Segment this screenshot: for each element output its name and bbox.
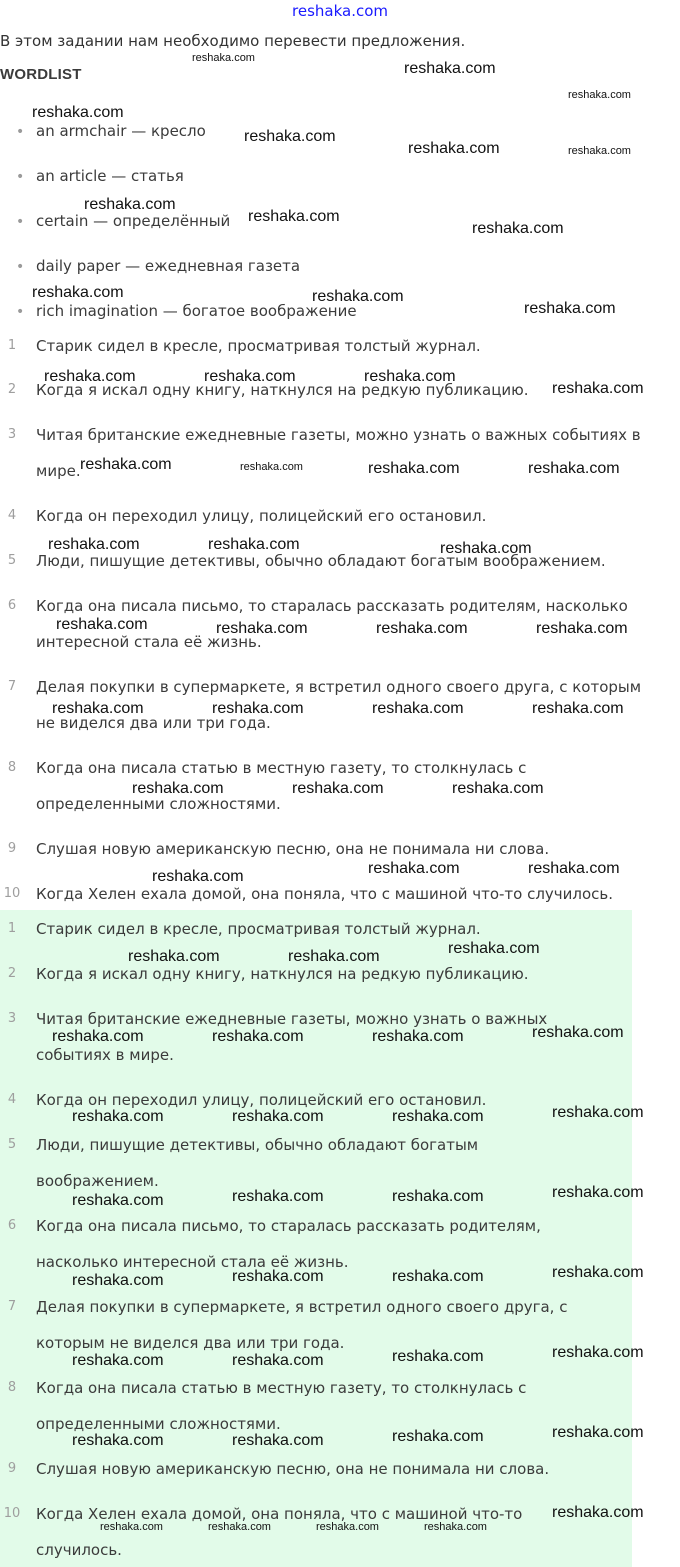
- watermark: reshaka.com: [72, 1192, 164, 1209]
- watermark: reshaka.com: [44, 368, 136, 385]
- task-sentence: Когда он переходил улицу, полицейский его остановил.: [36, 507, 487, 525]
- bullet-icon: •: [16, 169, 25, 185]
- watermark: reshaka.com: [212, 700, 304, 717]
- watermark: reshaka.com: [316, 1521, 379, 1533]
- watermark: reshaka.com: [52, 1028, 144, 1045]
- watermark: reshaka.com: [364, 368, 456, 385]
- answer-sentence-cont: которым не виделся два или три года.: [36, 1334, 345, 1352]
- task-number: 3: [7, 427, 17, 442]
- watermark: reshaka.com: [528, 860, 620, 877]
- watermark: reshaka.com: [152, 868, 244, 885]
- watermark: reshaka.com: [212, 1028, 304, 1045]
- answer-sentence-cont: случилось.: [36, 1541, 122, 1559]
- watermark: reshaka.com: [440, 540, 532, 557]
- watermark: reshaka.com: [408, 140, 500, 157]
- task-sentence: Старик сидел в кресле, просматривая толстый журнал.: [36, 337, 481, 355]
- answer-number: 2: [7, 966, 17, 981]
- answer-number: 10: [3, 1506, 21, 1521]
- answer-number: 8: [7, 1380, 17, 1395]
- bullet-icon: •: [16, 214, 25, 230]
- task-sentence-cont: определенными сложностями.: [36, 795, 281, 813]
- task-number: 7: [7, 679, 17, 694]
- answer-sentence: Когда Хелен ехала домой, она поняла, что с машиной что-то: [36, 1505, 523, 1523]
- answer-number: 5: [7, 1137, 17, 1152]
- watermark: reshaka.com: [472, 220, 564, 237]
- wordlist-item: an article — статья: [36, 167, 184, 185]
- answer-sentence: Когда он переходил улицу, полицейский его остановил.: [36, 1091, 487, 1109]
- answer-number: 4: [7, 1092, 17, 1107]
- watermark: reshaka.com: [288, 948, 380, 965]
- watermark: reshaka.com: [208, 536, 300, 553]
- watermark: reshaka.com: [552, 380, 644, 397]
- answer-sentence: Старик сидел в кресле, просматривая толстый журнал.: [36, 920, 481, 938]
- watermark: reshaka.com: [72, 1432, 164, 1449]
- watermark: reshaka.com: [312, 288, 404, 305]
- watermark: reshaka.com: [232, 1188, 324, 1205]
- task-number: 8: [7, 760, 17, 775]
- watermark: reshaka.com: [232, 1268, 324, 1285]
- watermark: reshaka.com: [244, 128, 336, 145]
- answer-sentence: Люди, пишущие детективы, обычно обладают богатым: [36, 1136, 479, 1154]
- answer-number: 9: [7, 1461, 17, 1476]
- watermark: reshaka.com: [392, 1108, 484, 1125]
- watermark: reshaka.com: [552, 1264, 644, 1281]
- answer-sentence: Читая британские ежедневные газеты, можно узнать о важных: [36, 1010, 548, 1028]
- task-sentence: Читая британские ежедневные газеты, можно узнать о важных событиях в: [36, 426, 641, 444]
- answer-sentence-cont: определенными сложностями.: [36, 1415, 281, 1433]
- answer-sentence: Когда она писала письмо, то старалась рассказать родителям,: [36, 1217, 541, 1235]
- watermark: reshaka.com: [232, 1432, 324, 1449]
- wordlist-item: daily paper — ежедневная газета: [36, 257, 301, 275]
- watermark: reshaka.com: [48, 536, 140, 553]
- site-link[interactable]: reshaka.com: [292, 2, 388, 20]
- watermark: reshaka.com: [72, 1352, 164, 1369]
- watermark: reshaka.com: [84, 196, 176, 213]
- watermark: reshaka.com: [232, 1352, 324, 1369]
- watermark: reshaka.com: [552, 1504, 644, 1521]
- watermark: reshaka.com: [532, 700, 624, 717]
- watermark: reshaka.com: [232, 1108, 324, 1125]
- watermark: reshaka.com: [536, 620, 628, 637]
- answer-number: 3: [7, 1011, 17, 1026]
- answer-sentence: Когда я искал одну книгу, наткнулся на редкую публикацию.: [36, 965, 529, 983]
- task-sentence: Слушая новую американскую песню, она не понимала ни слова.: [36, 840, 550, 858]
- task-sentence: Делая покупки в супермаркете, я встретил одного своего друга, с которым: [36, 678, 642, 696]
- task-sentence-cont: мире.: [36, 462, 81, 480]
- task-number: 10: [3, 886, 21, 901]
- watermark: reshaka.com: [32, 284, 124, 301]
- watermark: reshaka.com: [528, 460, 620, 477]
- watermark: reshaka.com: [208, 1521, 271, 1533]
- answer-sentence-cont: воображением.: [36, 1172, 159, 1190]
- watermark: reshaka.com: [292, 780, 384, 797]
- task-number: 2: [7, 382, 17, 397]
- watermark: reshaka.com: [424, 1521, 487, 1533]
- answer-sentence-cont: насколько интересной стала её жизнь.: [36, 1253, 349, 1271]
- bullet-icon: •: [16, 124, 25, 140]
- task-number: 9: [7, 841, 17, 856]
- watermark: reshaka.com: [392, 1348, 484, 1365]
- watermark: reshaka.com: [552, 1104, 644, 1121]
- watermark: reshaka.com: [32, 104, 124, 121]
- watermark: reshaka.com: [524, 300, 616, 317]
- wordlist-item: an armchair — кресло: [36, 122, 206, 140]
- task-number: 5: [7, 553, 17, 568]
- watermark: reshaka.com: [372, 1028, 464, 1045]
- task-sentence: Когда она писала статью в местную газету, то столкнулась с: [36, 759, 527, 777]
- task-sentence: Когда Хелен ехала домой, она поняла, что с машиной что-то случилось.: [36, 885, 614, 903]
- wordlist-item: rich imagination — богатое воображение: [36, 302, 357, 320]
- watermark: reshaka.com: [52, 700, 144, 717]
- watermark: reshaka.com: [204, 368, 296, 385]
- watermark: reshaka.com: [552, 1424, 644, 1441]
- watermark: reshaka.com: [216, 620, 308, 637]
- watermark: reshaka.com: [552, 1184, 644, 1201]
- task-sentence-cont: интересной стала её жизнь.: [36, 633, 262, 651]
- watermark: reshaka.com: [72, 1108, 164, 1125]
- answer-sentence: Слушая новую американскую песню, она не понимала ни слова.: [36, 1460, 550, 1478]
- watermark: reshaka.com: [80, 456, 172, 473]
- watermark: reshaka.com: [532, 1024, 624, 1041]
- watermark: reshaka.com: [56, 616, 148, 633]
- watermark: reshaka.com: [392, 1268, 484, 1285]
- watermark: reshaka.com: [552, 1344, 644, 1361]
- task-sentence: Когда она писала письмо, то старалась рассказать родителям, насколько: [36, 597, 628, 615]
- watermark: reshaka.com: [568, 89, 631, 101]
- task-number: 6: [7, 598, 17, 613]
- watermark: reshaka.com: [368, 860, 460, 877]
- answer-sentence: Делая покупки в супермаркете, я встретил одного своего друга, с: [36, 1298, 568, 1316]
- watermark: reshaka.com: [568, 145, 631, 157]
- watermark: reshaka.com: [404, 60, 496, 77]
- task-sentence-cont: не виделся два или три года.: [36, 714, 271, 732]
- answer-sentence-cont: событиях в мире.: [36, 1046, 174, 1064]
- watermark: reshaka.com: [376, 620, 468, 637]
- intro-text: В этом задании нам необходимо перевести предложения.: [0, 32, 466, 50]
- watermark: reshaka.com: [132, 780, 224, 797]
- watermark: reshaka.com: [392, 1428, 484, 1445]
- answer-number: 1: [7, 921, 17, 936]
- bullet-icon: •: [16, 259, 25, 275]
- wordlist-item: certain — определённый: [36, 212, 231, 230]
- watermark: reshaka.com: [248, 208, 340, 225]
- answer-sentence: Когда она писала статью в местную газету, то столкнулась с: [36, 1379, 527, 1397]
- task-number: 1: [7, 338, 17, 353]
- watermark: reshaka.com: [368, 460, 460, 477]
- task-number: 4: [7, 508, 17, 523]
- wordlist-heading: WORDLIST: [0, 66, 82, 83]
- watermark: reshaka.com: [128, 948, 220, 965]
- watermark: reshaka.com: [452, 780, 544, 797]
- task-sentence: Люди, пишущие детективы, обычно обладают богатым воображением.: [36, 552, 606, 570]
- answer-number: 6: [7, 1218, 17, 1233]
- watermark: reshaka.com: [192, 52, 255, 64]
- watermark: reshaka.com: [372, 700, 464, 717]
- answer-number: 7: [7, 1299, 17, 1314]
- watermark: reshaka.com: [100, 1521, 163, 1533]
- watermark: reshaka.com: [392, 1188, 484, 1205]
- watermark: reshaka.com: [448, 940, 540, 957]
- bullet-icon: •: [16, 304, 25, 320]
- task-sentence: Когда я искал одну книгу, наткнулся на редкую публикацию.: [36, 381, 529, 399]
- watermark: reshaka.com: [72, 1272, 164, 1289]
- watermark: reshaka.com: [240, 461, 303, 473]
